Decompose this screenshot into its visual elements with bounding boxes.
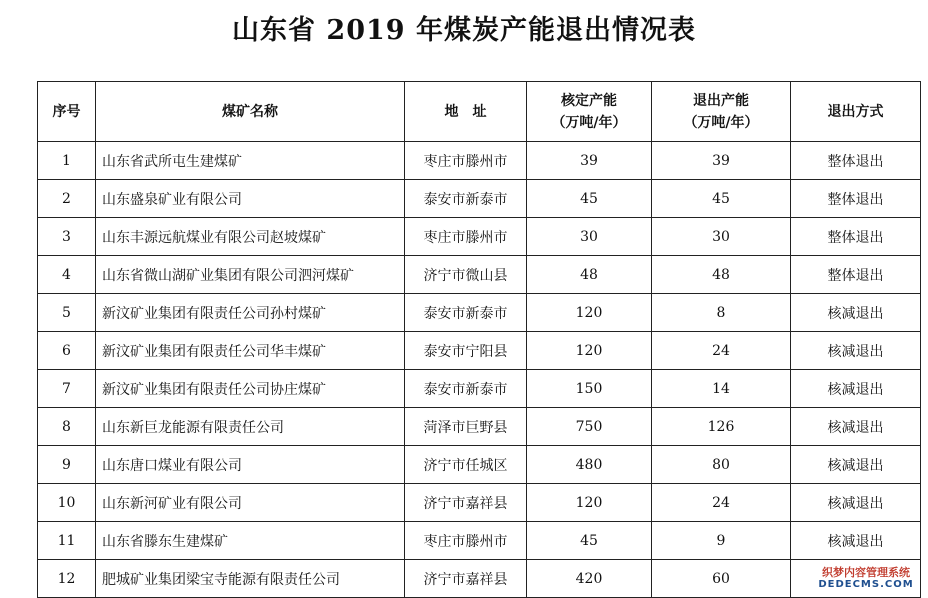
cell-method: 核减退出 xyxy=(791,370,921,408)
cell-address: 枣庄市滕州市 xyxy=(405,218,527,256)
cell-address: 泰安市宁阳县 xyxy=(405,332,527,370)
cell-address: 枣庄市滕州市 xyxy=(405,522,527,560)
cell-seq: 10 xyxy=(38,484,96,522)
table-row xyxy=(38,370,921,408)
cell-method: 整体退出 xyxy=(791,218,921,256)
table-body xyxy=(38,142,921,598)
cell-address: 济宁市嘉祥县 xyxy=(405,484,527,522)
page-title: 山东省 2019 年煤炭产能退出情况表 xyxy=(232,15,696,46)
cell-seq: 5 xyxy=(38,294,96,332)
cell-seq: 7 xyxy=(38,370,96,408)
header-approved-capacity xyxy=(527,82,652,142)
watermark-line2: DEDECMS.COM xyxy=(818,579,914,590)
cell-approved-capacity: 45 xyxy=(527,522,652,560)
cell-seq: 12 xyxy=(38,560,96,598)
cell-exit-capacity: 30 xyxy=(652,218,791,256)
header-exit-capacity xyxy=(652,82,791,142)
cell-method: 核减退出 xyxy=(791,294,921,332)
cell-name: 山东省武所屯生建煤矿 xyxy=(96,142,405,180)
table-row xyxy=(38,408,921,446)
table-row xyxy=(38,218,921,256)
cell-method: 整体退出 xyxy=(791,142,921,180)
header-approved-line2: （万吨/年） xyxy=(551,114,627,131)
cell-exit-capacity: 45 xyxy=(652,180,791,218)
cell-name: 山东省滕东生建煤矿 xyxy=(96,522,405,560)
table-row xyxy=(38,180,921,218)
cell-method: 核减退出 xyxy=(791,446,921,484)
cell-approved-capacity: 48 xyxy=(527,256,652,294)
cell-name: 山东丰源远航煤业有限公司赵坡煤矿 xyxy=(96,218,405,256)
cell-exit-capacity: 24 xyxy=(652,484,791,522)
cell-method: 核减退出 xyxy=(791,522,921,560)
cell-exit-capacity: 80 xyxy=(652,446,791,484)
cell-approved-capacity: 30 xyxy=(527,218,652,256)
cell-exit-capacity: 8 xyxy=(652,294,791,332)
cell-address: 枣庄市滕州市 xyxy=(405,142,527,180)
cell-method: 核减退出 xyxy=(791,484,921,522)
cell-approved-capacity: 750 xyxy=(527,408,652,446)
cell-address: 济宁市嘉祥县 xyxy=(405,560,527,598)
cell-exit-capacity: 126 xyxy=(652,408,791,446)
cell-approved-capacity: 420 xyxy=(527,560,652,598)
header-exit-line2: （万吨/年） xyxy=(683,114,759,131)
cell-address: 泰安市新泰市 xyxy=(405,294,527,332)
cell-method: 整体退出 xyxy=(791,256,921,294)
cell-method: 核减退出 xyxy=(791,332,921,370)
header-method: 退出方式 xyxy=(791,82,921,142)
cell-approved-capacity: 480 xyxy=(527,446,652,484)
cell-name: 山东唐口煤业有限公司 xyxy=(96,446,405,484)
cell-address: 菏泽市巨野县 xyxy=(405,408,527,446)
cell-seq: 8 xyxy=(38,408,96,446)
cell-approved-capacity: 120 xyxy=(527,484,652,522)
watermark-line1: 织梦内容管理系统 xyxy=(822,566,910,579)
table-row xyxy=(38,522,921,560)
cell-seq: 9 xyxy=(38,446,96,484)
table-row xyxy=(38,142,921,180)
table-row xyxy=(38,332,921,370)
header-address: 地 址 xyxy=(405,82,527,142)
cell-address: 济宁市微山县 xyxy=(405,256,527,294)
cell-name: 山东新河矿业有限公司 xyxy=(96,484,405,522)
cell-exit-capacity: 24 xyxy=(652,332,791,370)
cell-approved-capacity: 150 xyxy=(527,370,652,408)
watermark-logo xyxy=(810,567,922,591)
cell-name: 新汶矿业集团有限责任公司孙村煤矿 xyxy=(96,294,405,332)
cell-name: 山东省微山湖矿业集团有限公司泗河煤矿 xyxy=(96,256,405,294)
header-approved-line1: 核定产能 xyxy=(561,92,617,109)
cell-seq: 11 xyxy=(38,522,96,560)
header-name: 煤矿名称 xyxy=(96,82,405,142)
header-seq: 序号 xyxy=(38,82,96,142)
table-row xyxy=(38,256,921,294)
cell-address: 泰安市新泰市 xyxy=(405,180,527,218)
table-row xyxy=(38,294,921,332)
cell-name: 肥城矿业集团梁宝寺能源有限责任公司 xyxy=(96,560,405,598)
coal-capacity-table xyxy=(37,81,921,598)
table-row xyxy=(38,560,921,598)
cell-exit-capacity: 48 xyxy=(652,256,791,294)
table-row xyxy=(38,446,921,484)
cell-approved-capacity: 39 xyxy=(527,142,652,180)
cell-approved-capacity: 120 xyxy=(527,332,652,370)
cell-approved-capacity: 120 xyxy=(527,294,652,332)
cell-name: 新汶矿业集团有限责任公司华丰煤矿 xyxy=(96,332,405,370)
cell-seq: 4 xyxy=(38,256,96,294)
cell-exit-capacity: 14 xyxy=(652,370,791,408)
table-header-row xyxy=(38,82,921,142)
cell-name: 山东盛泉矿业有限公司 xyxy=(96,180,405,218)
header-exit-line1: 退出产能 xyxy=(693,92,749,109)
cell-seq: 3 xyxy=(38,218,96,256)
cell-name: 新汶矿业集团有限责任公司协庄煤矿 xyxy=(96,370,405,408)
cell-seq: 2 xyxy=(38,180,96,218)
cell-method: 核减退出 xyxy=(791,408,921,446)
cell-address: 济宁市任城区 xyxy=(405,446,527,484)
cell-seq: 6 xyxy=(38,332,96,370)
cell-seq: 1 xyxy=(38,142,96,180)
cell-exit-capacity: 9 xyxy=(652,522,791,560)
cell-method: 整体退出 xyxy=(791,180,921,218)
cell-approved-capacity: 45 xyxy=(527,180,652,218)
cell-name: 山东新巨龙能源有限责任公司 xyxy=(96,408,405,446)
table-row xyxy=(38,484,921,522)
cell-address: 泰安市新泰市 xyxy=(405,370,527,408)
cell-exit-capacity: 60 xyxy=(652,560,791,598)
cell-exit-capacity: 39 xyxy=(652,142,791,180)
